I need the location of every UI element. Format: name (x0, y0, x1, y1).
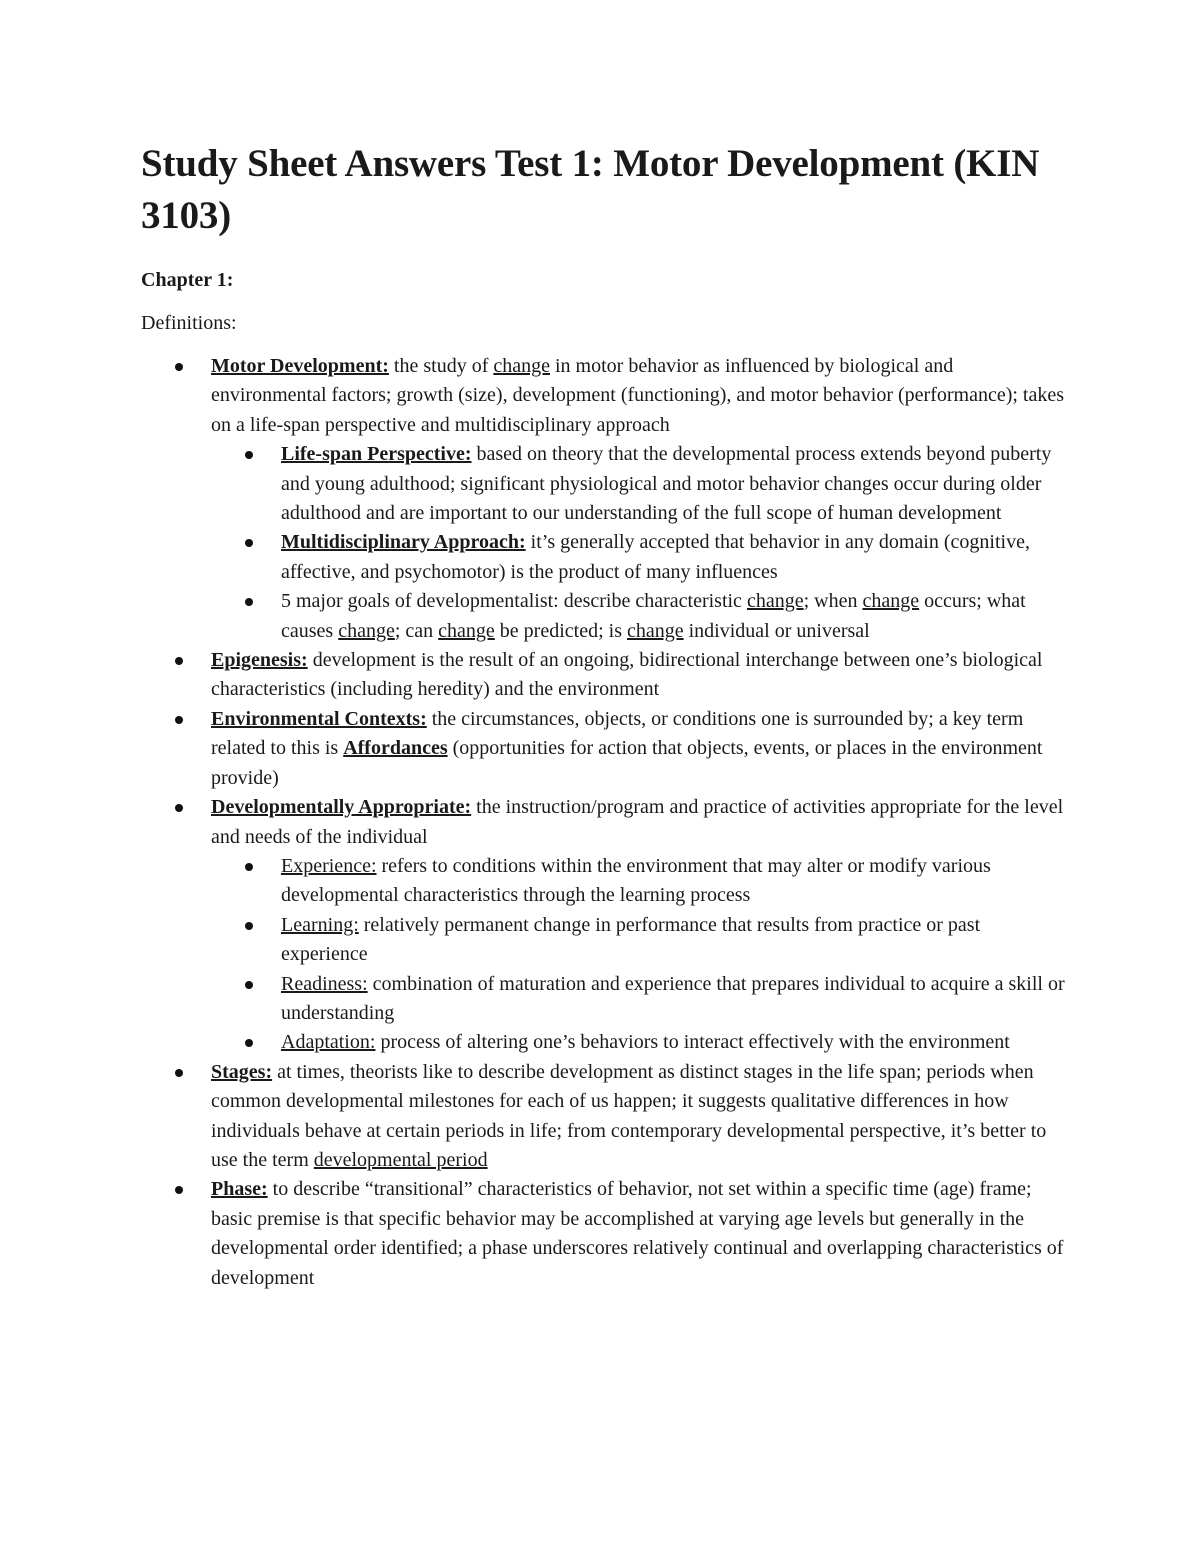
chapter-heading: Chapter 1: (141, 269, 234, 291)
emphasis-change: change (626, 619, 684, 642)
term-learning: Learning: (281, 913, 359, 936)
emphasis-change: change (438, 619, 495, 642)
sub-list-developmentally-appropriate (211, 852, 1071, 1058)
term-developmentally-appropriate: Developmentally Appropriate: (211, 796, 472, 819)
definition-text: the instruction/program and practice of activities appropriate for the level and needs of the individual (211, 796, 1064, 848)
sub-item-life-span (211, 440, 1071, 528)
bullet-icon (245, 922, 253, 930)
emphasis-developmental-period: developmental period (313, 1148, 488, 1171)
list-item-phase (141, 1175, 1071, 1293)
definition-text: occurs; what causes (281, 590, 1026, 642)
bullet-icon (245, 539, 253, 547)
term-stages: Stages: (211, 1060, 273, 1083)
term-readiness: Readiness: (281, 972, 368, 995)
definition-text: 5 major goals of developmentalist: describe characteristic (281, 590, 747, 613)
bullet-icon (175, 363, 183, 371)
definition-text: in motor behavior as influenced by biological and environmental factors; growth (size), development (functioning), and motor behavior (performance); takes on a life-span perspective and multidisciplinary approach (211, 355, 1065, 436)
term-affordances: Affordances (343, 737, 448, 760)
definition-text: development is the result of an ongoing, bidirectional interchange between one’s biological characteristics (including heredity) and the environment (211, 649, 1043, 701)
sub-item-experience (211, 852, 1071, 911)
bullet-icon (245, 863, 253, 871)
list-item-stages (141, 1058, 1071, 1176)
definition-text: combination of maturation and experience that prepares individual to acquire a skill or understanding (281, 972, 1065, 1024)
document-title: Study Sheet Answers Test 1: Motor Development (KIN 3103) (141, 142, 1040, 237)
bullet-icon (245, 1039, 253, 1047)
definition-text: at times, theorists like to describe development as distinct stages in the life span; periods when common developmental milestones for each of us happen; it suggests qualitative differences in how individuals behave at certain periods in life; from contemporary developmental perspective, it’s better to use the term (211, 1060, 1047, 1171)
bullet-icon (175, 716, 183, 724)
list-item-epigenesis (141, 646, 1071, 705)
sub-item-multidisciplinary (211, 528, 1071, 587)
definition-text: the circumstances, objects, or conditions one is surrounded by; a key term related to this is (211, 707, 1024, 760)
term-life-span-perspective: Life-span Perspective: (281, 443, 472, 466)
bullet-icon (175, 804, 183, 812)
emphasis-change: change (493, 355, 550, 377)
term-adaptation: Adaptation: (281, 1031, 376, 1054)
bullet-icon (245, 981, 253, 989)
definition-text: be predicted; is (494, 619, 627, 642)
definitions-list (141, 352, 1071, 1293)
definitions-label: Definitions: (141, 312, 237, 334)
definition-text: to describe “transitional” characteristics of behavior, not set within a specific time (age) frame; basic premise is that specific behavior may be accomplished at varying age levels but generally in the developmental order identified; a phase underscores relatively continual and overlapping characteristics of development (211, 1178, 1064, 1289)
bullet-icon (245, 451, 253, 459)
sub-list-motor-development (211, 440, 1071, 646)
bullet-icon (175, 1069, 183, 1077)
definition-text: it’s generally accepted that behavior in any domain (cognitive, affective, and psychomotor) is the product of many influences (281, 531, 1030, 583)
term-phase: Phase: (211, 1178, 268, 1201)
definition-text: ; when (803, 590, 863, 613)
term-motor-development: Motor Development: (211, 355, 389, 377)
sub-item-readiness (211, 970, 1071, 1029)
bullet-icon (175, 1186, 183, 1194)
term-epigenesis: Epigenesis: (211, 649, 308, 672)
sub-item-adaptation (211, 1028, 1071, 1057)
bullet-icon (245, 598, 253, 606)
list-item-motor-development (141, 352, 1071, 646)
definition-text: refers to conditions within the environment that may alter or modify various developmental characteristics through the learning process (281, 854, 991, 907)
definition-text: the study of (388, 355, 494, 377)
list-item-developmentally-appropriate (141, 793, 1071, 1058)
term-environmental-contexts: Environmental Contexts: (211, 707, 427, 730)
sub-item-learning (211, 911, 1071, 970)
emphasis-change: change (862, 590, 920, 613)
emphasis-change: change (338, 619, 395, 642)
definition-text: (opportunities for action that objects, events, or places in the environment provide) (211, 737, 1043, 789)
definition-text: individual or universal (683, 619, 870, 642)
emphasis-change: change (746, 590, 804, 613)
definition-text: ; can (394, 619, 439, 642)
bullet-icon (175, 657, 183, 665)
document-page (141, 138, 1071, 1293)
sub-item-five-goals (211, 587, 1071, 646)
list-item-environmental-contexts (141, 705, 1071, 793)
definition-text: based on theory that the developmental process extends beyond puberty and young adulthood; significant physiological and motor behavior changes occur during older adulthood and are important to our understanding of the full scope of human development (281, 443, 1052, 525)
definition-text: process of altering one’s behaviors to interact effectively with the environment (375, 1031, 1010, 1054)
definition-text: relatively permanent change in performance that results from practice or past experience (281, 913, 981, 966)
term-experience: Experience: (281, 854, 377, 877)
term-multidisciplinary-approach: Multidisciplinary Approach: (281, 531, 526, 554)
